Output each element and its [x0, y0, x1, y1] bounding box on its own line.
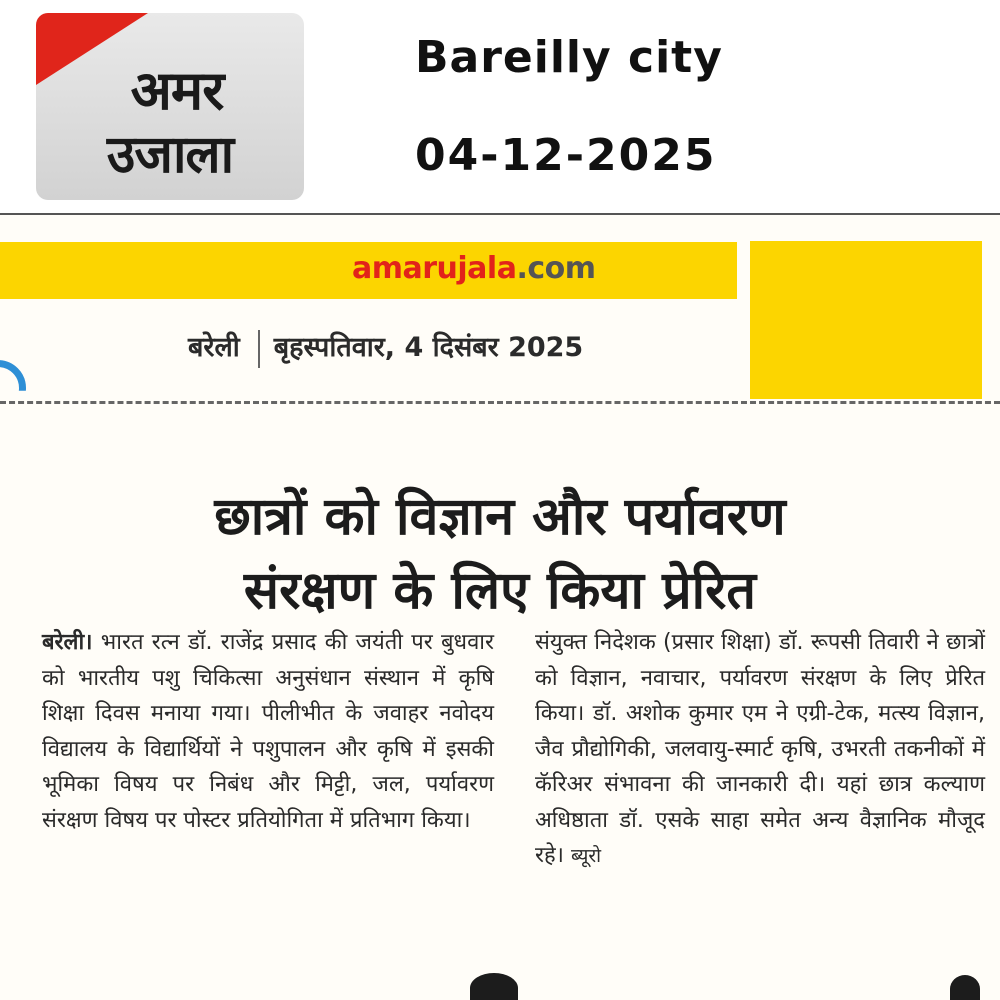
dashed-divider: [0, 401, 1000, 404]
right-column-text: संयुक्त निदेशक (प्रसार शिक्षा) डॉ. रूपसी तिवारी ने छात्रों को विज्ञान, नवाचार, पर्यावरण संरक्षण के लिए प्रेरित किया। डॉ. अशोक कुमार एम ने एग्री-टेक, मत्स्य विज्ञान, जैव प्रौद्योगिकी, जलवायु-स्मार्ट कृषि, उभरती तकनीकों में कॅरिअर संभावना की जानकारी दी। यहां छात्र कल्याण अधिष्ठाता डॉ. एसके साहा समेत अन्य वैज्ञानिक मौजूद रहे।: [535, 630, 985, 868]
headline-line2: संरक्षण के लिए किया प्रेरित: [243, 560, 757, 621]
amar-ujala-logo: [36, 13, 304, 200]
blue-ring-graphic: [0, 360, 26, 416]
article-byline: ब्यूरो: [571, 845, 602, 867]
masthead-url-tld: .com: [516, 251, 596, 286]
logo-text-line2: उजाला: [106, 125, 234, 185]
edition-date: 04-12-2025: [415, 130, 717, 181]
article-right-column: [535, 625, 985, 875]
headline-line1: छात्रों को विज्ञान और पर्यावरण: [214, 486, 786, 547]
left-column-text: भारत रत्न डॉ. राजेंद्र प्रसाद की जयंती पर बुधवार को भारतीय पशु चिकित्सा अनुसंधान संस्थान में कृषि शिक्षा दिवस मनाया गया। पीलीभीत के जवाहर नवोदय विद्यालय के विद्यार्थियों ने पशुपालन और कृषि में इसकी भूमिका विषय पर निबंध और मिट्टी, जल, पर्यावरण संरक्षण विषय पर पोस्टर प्रतियोगिता में प्रतिभाग किया।: [42, 630, 494, 833]
article-dateline: बरेली।: [42, 630, 93, 655]
masthead-date: बृहस्पतिवार, 4 दिसंबर 2025: [273, 332, 584, 363]
masthead-dateline: [188, 327, 583, 368]
masthead-url-name: amarujala: [352, 251, 517, 286]
cutoff-text-fragment: [950, 975, 980, 1000]
edition-city: Bareilly city: [415, 32, 723, 83]
masthead-url: [352, 251, 596, 286]
logo-text-line1: अमर: [130, 59, 224, 122]
yellow-side-box: [750, 241, 982, 399]
cutoff-text-fragment: [470, 973, 518, 1000]
dateline-separator: [258, 330, 260, 368]
article-left-column: [42, 625, 494, 838]
newspaper-clipping: [0, 215, 1000, 1000]
masthead-city: बरेली: [188, 332, 240, 363]
